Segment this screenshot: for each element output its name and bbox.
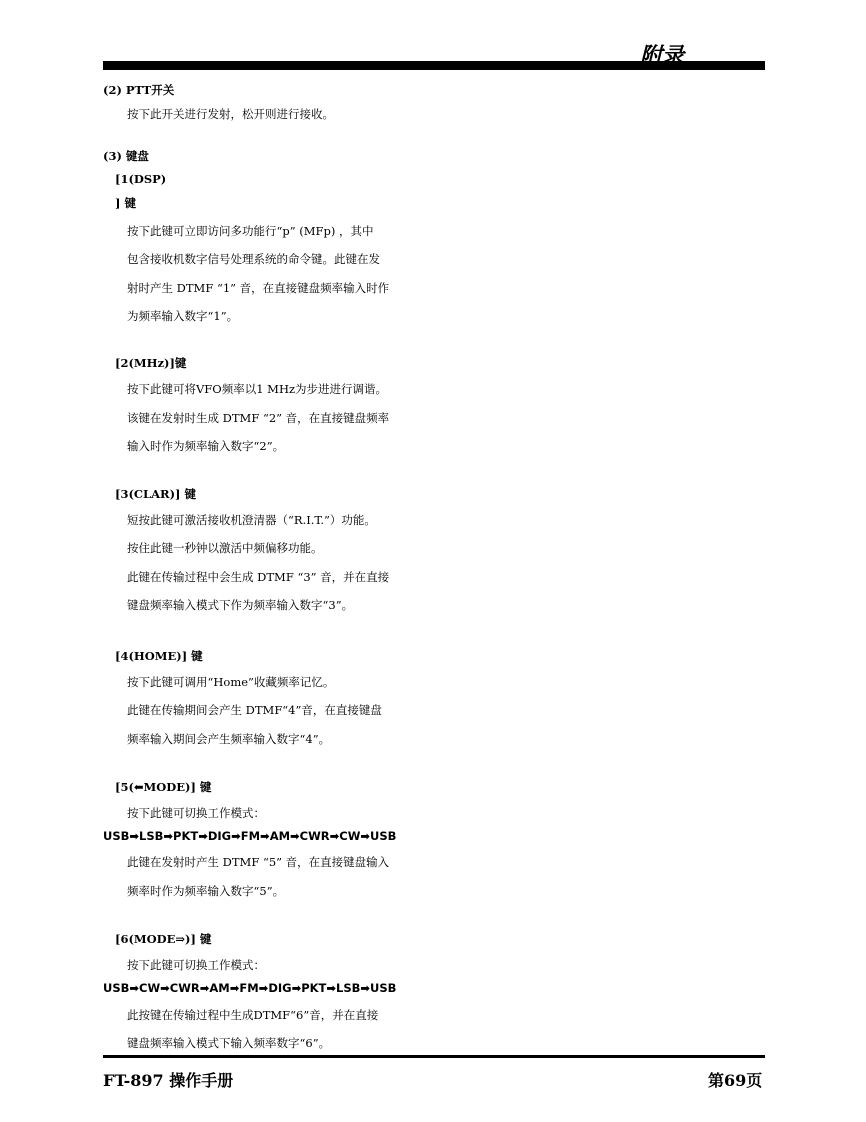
- key2-title: [2(MHz)]键: [115, 356, 187, 370]
- key4-line: 此键在传输期间会产生 DTMF“4”音，在直接键盘: [127, 703, 382, 717]
- key3-title: [3(CLAR)] 键: [115, 487, 196, 501]
- key5-title: [5(⬅MODE)] 键: [115, 780, 212, 794]
- keypad-heading: (3) 键盘: [103, 149, 149, 163]
- key5-line: 频率时作为频率输入数字“5”。: [127, 884, 285, 898]
- key1-line: 按下此键可立即访问多功能行“p” (MFp) ，其中: [127, 224, 374, 238]
- key5-intro: 按下此键可切换工作模式：: [127, 806, 265, 820]
- key1-line: 射时产生 DTMF “1” 音，在直接键盘频率输入时作: [127, 281, 390, 295]
- ptt-line: 按下此开关进行发射，松开则进行接收。: [127, 107, 334, 121]
- key1-line: 为频率输入数字“1”。: [127, 309, 239, 323]
- key5-line: 此键在发射时产生 DTMF “5” 音，在直接键盘输入: [127, 855, 390, 869]
- key2-line: 按下此键可将VFO频率以1 MHz为步进进行调谐。: [127, 382, 388, 396]
- key4-line: 频率输入期间会产生频率输入数字“4”。: [127, 732, 331, 746]
- key2-line: 该键在发射时生成 DTMF “2” 音，在直接键盘频率: [127, 411, 390, 425]
- key6-intro: 按下此键可切换工作模式：: [127, 958, 265, 972]
- key3-line: 键盘频率输入模式下作为频率输入数字“3”。: [127, 598, 354, 612]
- section-title: 附录: [640, 44, 685, 69]
- key1-title-a: [1(DSP): [115, 172, 167, 186]
- key3-line: 按住此键一秒钟以激活中频偏移功能。: [127, 541, 323, 555]
- key1-line: 包含接收机数字信号处理系统的命令键。此键在发: [127, 252, 380, 266]
- key6-title: [6(MODE⇒)] 键: [115, 932, 212, 946]
- key3-line: 短按此键可激活接收机澄清器（“R.I.T.”）功能。: [127, 513, 376, 527]
- manual-name: FT-897 操作手册: [103, 1071, 234, 1090]
- key6-mode-sequence: USB➡CW➡CWR➡AM➡FM➡DIG➡PKT➡LSB➡USB: [103, 981, 397, 995]
- key6-line: 此按键在传输过程中生成DTMF“6”音，并在直接: [127, 1008, 379, 1022]
- key4-line: 按下此键可调用“Home”收藏频率记忆。: [127, 675, 335, 689]
- key6-line: 键盘频率输入模式下输入频率数字“6”。: [127, 1036, 331, 1050]
- key5-mode-sequence: USB➡LSB➡PKT➡DIG➡FM➡AM➡CWR➡CW➡USB: [103, 829, 397, 843]
- key3-line: 此键在传输过程中会生成 DTMF “3” 音，并在直接: [127, 570, 390, 584]
- footer-rule: [103, 1055, 765, 1058]
- key1-title-b: ] 键: [115, 196, 136, 210]
- page-number: 第69页: [708, 1071, 763, 1090]
- key4-title: [4(HOME)] 键: [115, 649, 203, 663]
- ptt-heading: (2) PTT开关: [103, 83, 175, 97]
- key2-line: 输入时作为频率输入数字“2”。: [127, 439, 285, 453]
